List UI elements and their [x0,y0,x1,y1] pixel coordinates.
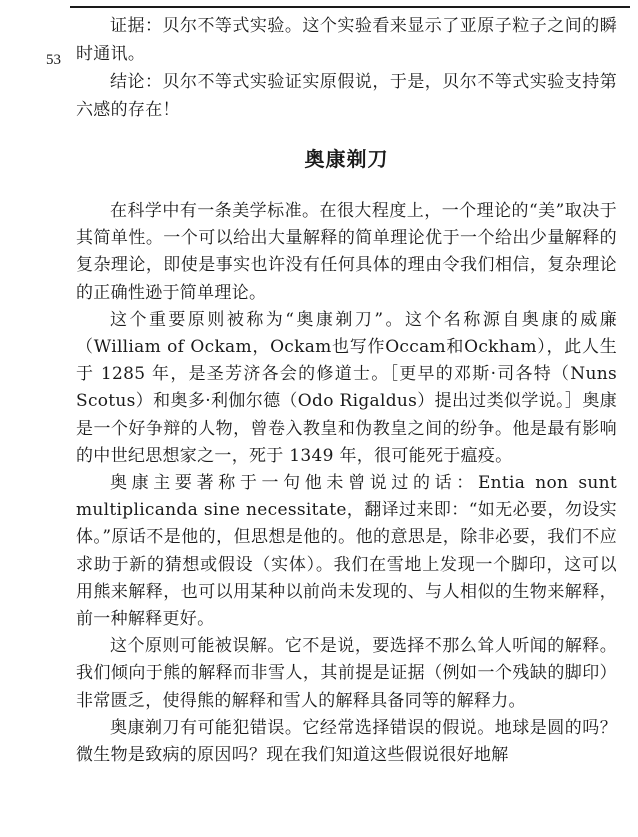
body-paragraph: 在科学中有一条美学标准。在很大程度上，一个理论的“美”取决于其简单性。一个可以给出大量解释的简单理论优于一个给出少量解释的复杂理论，即使是事实也许没有任何具体的理由令我们相信，复杂理论的正确性逊于简单理论。 [76,201,617,303]
evidence-paragraph: 证据：贝尔不等式实验。这个实验看来显示了亚原子粒子之间的瞬时通讯。 [76,16,617,64]
body-paragraph: 奥康主要著称于一句他未曾说过的话：Entia non sunt multiplicanda sine necessitate，翻译过来即：“如无必要，勿设实体。”原话不是他的，但思想是他的。他的意思是，除非必要，我们不应求助于新的猜想或假设（实体）。我们在雪地上发现一个脚印，这可以用熊来解释，也可以用某种以前尚未发现的、与人相似的生物来解释，前一种解释更好。 [76,473,617,630]
section-body [76,198,617,769]
top-rule [70,6,630,8]
body-paragraph: 这个重要原则被称为“奥康剃刀”。这个名称源自奥康的威廉（William of Ockam，Ockam也写作Occam和Ockham），此人生于 1285 年，是圣芳济各会的修道士。［更早的邓斯·司各特（Nuns Scotus）和奥多·利伽尔德（Odo Rigaldus）提出过类似学说。］奥康是一个好争辩的人物，曾卷入教皇和伪教皇之间的纷争。他是最有影响的中世纪思想家之一，死于 1349 年，很可能死于瘟疫。 [76,309,617,466]
body-paragraph: 这个原则可能被误解。它不是说，要选择不那么耸人听闻的解释。我们倾向于熊的解释而非雪人，其前提是证据（例如一个残缺的脚印）非常匮乏，使得熊的解释和雪人的解释具备同等的解释力。 [76,636,617,711]
page-content [76,12,617,769]
intro-block [76,12,617,124]
body-paragraph: 奥康剃刀有可能犯错误。它经常选择错误的假说。地球是圆的吗？微生物是致病的原因吗？现在我们知道这些假说很好地解 [76,717,617,766]
section-title: 奥康剃刀 [304,147,389,171]
conclusion-paragraph: 结论：贝尔不等式实验证实原假说，于是，贝尔不等式实验支持第六感的存在！ [76,72,617,120]
page-number: 53 [46,52,61,68]
